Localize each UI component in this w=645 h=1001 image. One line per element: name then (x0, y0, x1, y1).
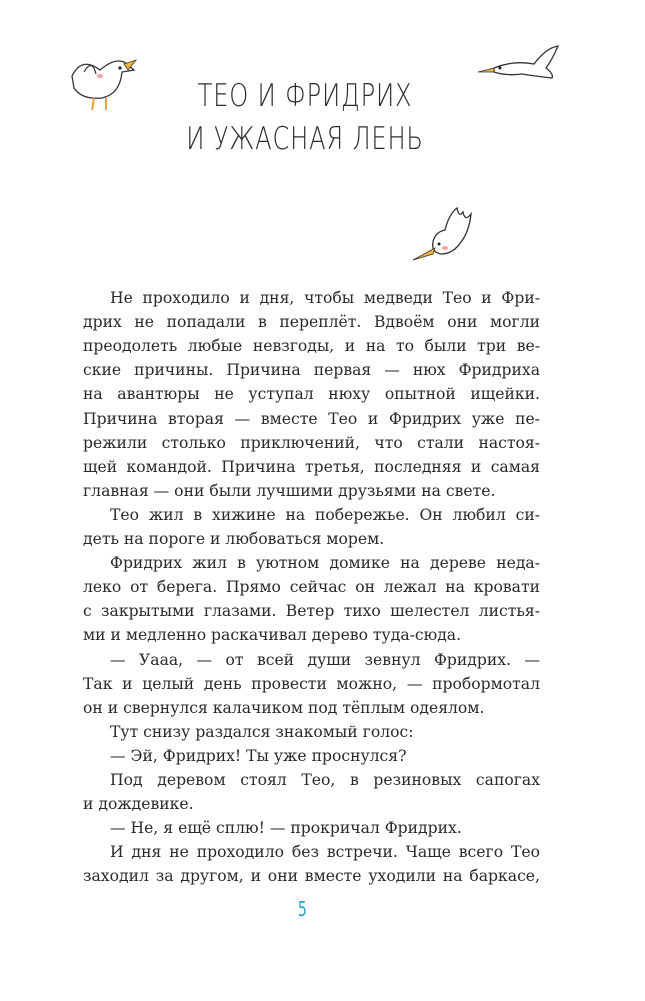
text-line: — Уааа, — от всей души зевнул Фридрих. — (110, 650, 540, 669)
text-line: леко от берега. Прямо сейчас он лежал на кровати (83, 578, 540, 597)
page-number: 5 (297, 897, 307, 921)
text-line: И дня не проходило без встречи. Чаще всего Тео (110, 843, 540, 862)
text-line: деть на пороге и любоваться морем. (83, 530, 385, 548)
text-line: и дождевике. (83, 795, 194, 814)
text-line: Причина вторая — вместе Тео и Фридрих уже пе- (83, 409, 540, 428)
text-line: режили столько приключений, что стали настоя- (83, 433, 540, 452)
text-line: — Не, я ещё сплю! — прокричал Фридрих. (110, 819, 462, 838)
text-line: ми и медленно раскачивал дерево туда-сюда. (83, 626, 462, 645)
seagull-illustration-center (405, 202, 480, 267)
text-line: ские причины. Причина первая — нюх Фридриха (83, 361, 540, 380)
text-line: преодолеть любые невзгоды, и на то были три ве- (83, 337, 540, 356)
chapter-title-line-2: И УЖАСНАЯ ЛЕНЬ (186, 121, 424, 157)
text-line: щей командой. Причина третья, последняя и самая (83, 457, 540, 476)
text-line: дрих не попадали в переплёт. Вдвоём они могли (83, 313, 540, 332)
text-line: Под деревом стоял Тео, в резиновых сапогах (110, 771, 540, 789)
text-line: он и свернулся калачиком под тёплым одеялом. (83, 698, 485, 717)
chapter-title-line-1: ТЕО И ФРИДРИХ (197, 78, 413, 114)
text-line: на авантюры не уступал нюху опытной ищейки. (83, 385, 540, 404)
text-line: Не проходило и дня, чтобы медведи Тео и Фри- (110, 289, 540, 307)
text-line: Так и целый день провести можно, — пробормотал (83, 674, 540, 693)
text-line: — Эй, Фридрих! Ты уже проснулся? (110, 746, 407, 765)
text-line: главная — они были лучшими друзьями на свете. (83, 481, 496, 500)
text-line: Фридрих жил в уютном домике на дереве неда- (110, 554, 540, 573)
text-line: Тео жил в хижине на побережье. Он любил си- (110, 505, 540, 524)
text-line: Тут снизу раздался знакомый голос: (110, 722, 414, 741)
text-line: с закрытыми глазами. Ветер тихо шелестел листья- (83, 602, 540, 621)
text-line: заходил за другом, и они вместе уходили на баркасе, (83, 867, 540, 886)
